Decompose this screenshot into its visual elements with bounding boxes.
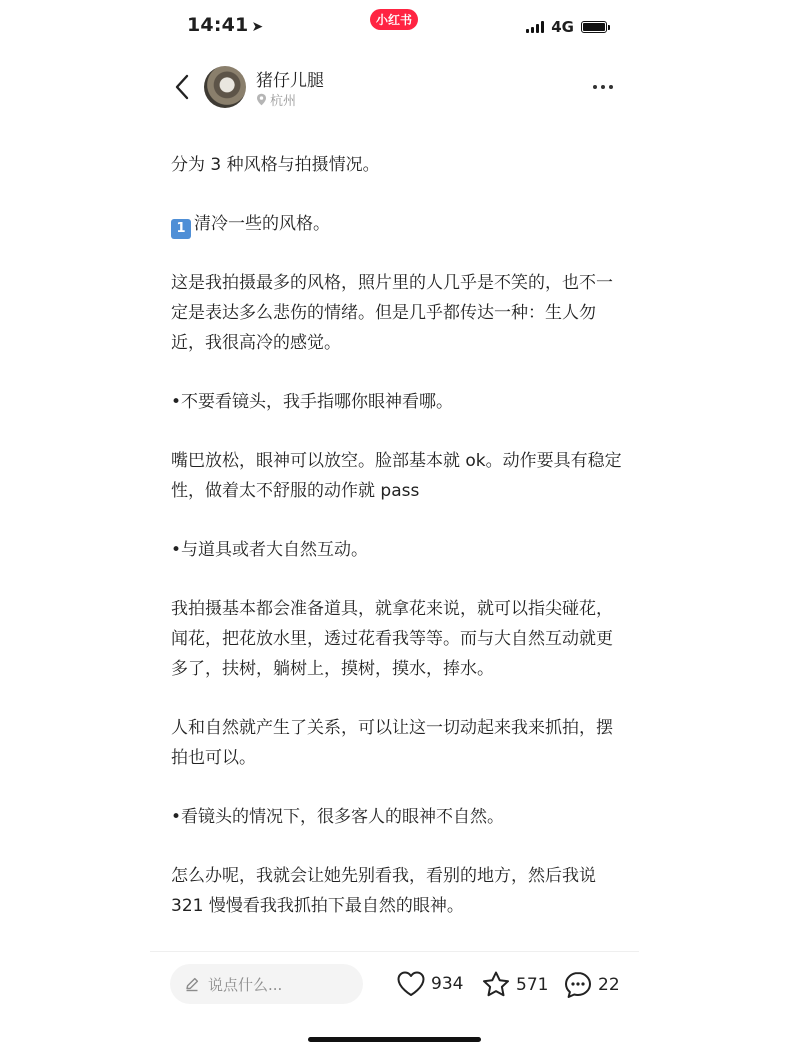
status-time <box>187 14 263 36</box>
comment-bubble-icon <box>563 970 593 1000</box>
battery-icon <box>581 21 607 33</box>
comment-count: 22 <box>598 975 620 995</box>
home-indicator[interactable] <box>308 1037 481 1042</box>
paragraph: •看镜头的情况下，很多客人的眼神不自然。 <box>171 807 505 827</box>
like-count: 934 <box>431 974 464 994</box>
paragraph: 分为 3 种风格与拍摄情况。 <box>171 155 380 175</box>
more-dot-icon <box>593 85 597 89</box>
collect-count: 571 <box>516 974 549 995</box>
network-type: 4G <box>551 18 574 36</box>
more-options-button[interactable] <box>589 76 617 98</box>
paragraph: •不要看镜头，我手指哪你眼神看哪。 <box>171 392 454 412</box>
paragraph-section-title <box>171 209 626 239</box>
location-arrow-icon: ➤ <box>251 19 264 35</box>
comment-placeholder: 说点什么... <box>208 975 283 994</box>
collect-button[interactable] <box>481 970 548 999</box>
heart-icon <box>396 970 426 998</box>
more-dot-icon <box>601 85 605 89</box>
section-title-text: 清冷一些的风格。 <box>194 214 330 234</box>
phone-screen <box>150 0 639 1052</box>
comment-button[interactable] <box>563 970 620 1000</box>
back-button[interactable] <box>172 72 194 102</box>
paragraph: •与道具或者大自然互动。 <box>171 540 369 560</box>
paragraph: 怎么办呢，我就会让她先别看我，看别的地方，然后我说 321 慢慢看我我抓拍下最自然的眼神。 <box>171 866 596 916</box>
paragraph: 我拍摄基本都会准备道具，就拿花来说，就可以指尖碰花，闻花，把花放水里，透过花看我等等。而与大自然互动就更多了，扶树，躺树上，摸树，摸水，捧水。 <box>171 599 613 679</box>
more-dot-icon <box>609 85 613 89</box>
location-pin-icon <box>256 93 267 106</box>
paragraph: 人和自然就产生了关系，可以让这一切动起来我来抓拍，摆拍也可以。 <box>171 718 613 768</box>
paragraph: 这是我拍摄最多的风格，照片里的人几乎是不笑的，也不一定是表达多么悲伤的情绪。但是几乎都传达一种：生人勿近，我很高冷的感觉。 <box>171 273 613 353</box>
star-icon <box>481 970 511 999</box>
keycap-one-icon: 1 <box>171 219 191 239</box>
chevron-left-icon <box>172 72 194 102</box>
location-tag <box>256 90 296 109</box>
post-content <box>171 150 626 950</box>
like-button[interactable] <box>396 970 463 998</box>
location-text: 杭州 <box>270 94 297 109</box>
avatar[interactable] <box>204 66 246 108</box>
bottom-action-bar <box>150 951 639 1053</box>
pencil-icon <box>184 976 200 992</box>
status-indicators <box>526 18 607 36</box>
paragraph: 嘴巴放松，眼神可以放空。脸部基本就 ok。动作要具有稳定性，做着太不舒服的动作就 pass <box>171 451 622 501</box>
author-name[interactable]: 猪仔儿腿 <box>256 71 324 91</box>
app-badge: 小红书 <box>370 9 418 30</box>
status-time-text: 14:41 <box>187 14 249 36</box>
comment-input[interactable] <box>170 964 363 1004</box>
signal-icon <box>526 21 544 33</box>
